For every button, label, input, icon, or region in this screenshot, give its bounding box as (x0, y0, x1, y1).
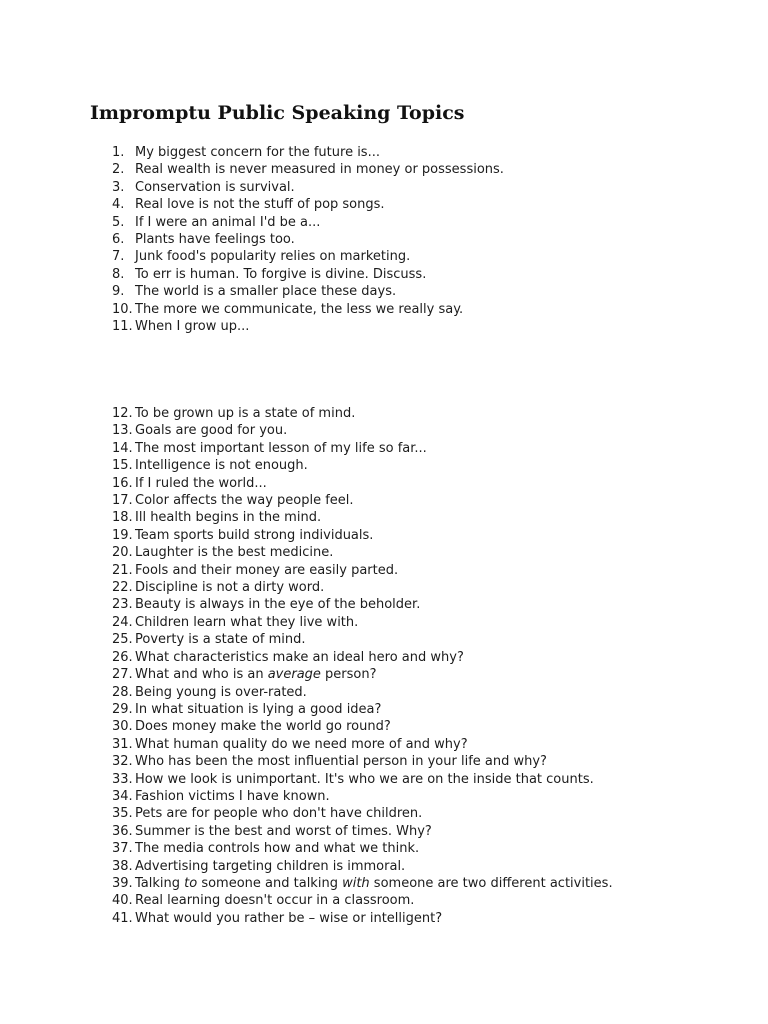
topic-number: 25. (112, 632, 133, 648)
topic-item (112, 771, 613, 788)
topic-number: 35. (112, 806, 133, 822)
topic-text: Being young is over-rated. (135, 684, 307, 700)
topic-text: In what situation is lying a good idea? (135, 701, 382, 717)
topic-item (112, 422, 613, 439)
topic-number: 40. (112, 893, 133, 909)
topic-number: 37. (112, 841, 133, 857)
topic-number: 32. (112, 754, 133, 770)
topic-number: 31. (112, 736, 133, 752)
topic-item (112, 840, 613, 857)
topic-item (112, 701, 613, 718)
topic-item (112, 788, 613, 805)
topic-text: Children learn what they live with. (135, 614, 359, 630)
topic-number: 20. (112, 545, 133, 561)
topic-number: 2. (112, 162, 125, 178)
document-title: Impromptu Public Speaking Topics (90, 102, 465, 124)
topic-text: What would you rather be – wise or intelligent? (135, 910, 443, 926)
topic-item (112, 718, 613, 735)
topic-text: Junk food's popularity relies on marketing. (135, 249, 411, 265)
topic-number: 3. (112, 179, 125, 195)
topic-item (112, 405, 613, 422)
topic-text: If I were an animal I'd be a... (135, 214, 321, 230)
topic-number: 1. (112, 145, 125, 160)
topic-text-emphasis: to (184, 875, 198, 891)
topic-item (112, 196, 504, 213)
topic-item (112, 527, 613, 544)
topic-item (112, 753, 613, 770)
topic-text: Intelligence is not enough. (135, 458, 308, 474)
topic-item (112, 823, 613, 840)
topic-number: 14. (112, 440, 133, 456)
topic-text: Fashion victims I have known. (135, 788, 330, 804)
topic-text: Beauty is always in the eye of the beholder. (135, 597, 421, 613)
topic-item (112, 649, 613, 666)
topic-text-segment: Talking (135, 875, 185, 891)
topic-text: Ill health begins in the mind. (135, 510, 322, 526)
topic-number: 15. (112, 458, 133, 474)
topic-text-segment: person? (320, 667, 377, 683)
topic-item (112, 283, 504, 300)
topic-item (112, 457, 613, 474)
topic-text: Poverty is a state of mind. (135, 632, 306, 648)
topic-text: The most important lesson of my life so far... (135, 440, 427, 456)
topic-text: Goals are good for you. (135, 423, 288, 439)
topic-text: Who has been the most influential person in your life and why? (135, 754, 547, 770)
topic-number: 26. (112, 649, 133, 665)
topic-number: 17. (112, 493, 133, 509)
topic-item (112, 875, 613, 892)
topic-text: The media controls how and what we think. (135, 841, 420, 857)
topic-item (112, 631, 613, 648)
topic-text: The more we communicate, the less we really say. (135, 301, 464, 317)
topic-item (112, 318, 504, 335)
topic-item (112, 910, 613, 927)
topic-text: Real wealth is never measured in money or possessions. (135, 162, 504, 178)
topic-item (112, 805, 613, 822)
topic-number: 23. (112, 597, 133, 613)
topic-number: 19. (112, 527, 133, 543)
topic-number: 8. (112, 266, 125, 282)
topic-text: Real love is not the stuff of pop songs. (135, 197, 385, 213)
topic-number: 39. (112, 875, 133, 891)
topic-text: To err is human. To forgive is divine. Discuss. (135, 266, 427, 282)
topic-number: 41. (112, 910, 133, 926)
topic-item (112, 509, 613, 526)
topic-number: 33. (112, 771, 133, 787)
topic-item (112, 214, 504, 231)
topic-text: Fools and their money are easily parted. (135, 562, 399, 578)
topic-text: Laughter is the best medicine. (135, 545, 334, 561)
topic-text: Discipline is not a dirty word. (135, 580, 325, 596)
topic-list-part-1 (112, 144, 504, 335)
topic-text: Advertising targeting children is immoral. (135, 858, 406, 874)
topic-item (112, 892, 613, 909)
topic-text (135, 875, 613, 892)
topic-item (112, 248, 504, 265)
topic-number: 38. (112, 858, 133, 874)
topic-item (112, 231, 504, 248)
topic-item (112, 666, 613, 683)
topic-text: Team sports build strong individuals. (135, 527, 374, 543)
topic-number: 36. (112, 823, 133, 839)
topic-text: Plants have feelings too. (135, 232, 295, 248)
topic-number: 30. (112, 719, 133, 735)
topic-number: 10. (112, 301, 133, 317)
topic-number: 21. (112, 562, 133, 578)
topic-item (112, 161, 504, 178)
topic-text: Summer is the best and worst of times. Why? (135, 823, 432, 839)
topic-text: Does money make the world go round? (135, 719, 391, 735)
topic-item (112, 579, 613, 596)
topic-text-segment: What and who is an (135, 667, 268, 683)
topic-text: Color affects the way people feel. (135, 493, 354, 509)
topic-text-emphasis: with (342, 875, 370, 891)
topic-number: 34. (112, 788, 133, 804)
topic-item (112, 266, 504, 283)
topic-number: 18. (112, 510, 133, 526)
topic-number: 22. (112, 580, 133, 596)
topic-item (112, 684, 613, 701)
topic-text-emphasis: average (267, 667, 321, 683)
topic-text-segment: someone are two different activities. (369, 875, 613, 891)
topic-number: 16. (112, 475, 133, 491)
topic-number: 12. (112, 406, 133, 421)
topic-item (112, 144, 504, 161)
topic-item (112, 179, 504, 196)
topic-number: 5. (112, 214, 125, 230)
topic-item (112, 492, 613, 509)
topic-text-segment: someone and talking (197, 875, 343, 891)
topic-text: What characteristics make an ideal hero and why? (135, 649, 464, 665)
topic-text: Real learning doesn't occur in a classroom. (135, 893, 415, 909)
topic-text: When I grow up... (135, 319, 250, 335)
topic-item (112, 301, 504, 318)
topic-item (112, 475, 613, 492)
topic-text: What human quality do we need more of and why? (135, 736, 468, 752)
topic-text (135, 666, 377, 683)
topic-text: To be grown up is a state of mind. (135, 406, 356, 421)
topic-number: 24. (112, 614, 133, 630)
topic-text: Pets are for people who don't have children. (135, 806, 423, 822)
topic-item (112, 736, 613, 753)
topic-text: My biggest concern for the future is... (135, 145, 380, 160)
topic-list-part-2 (112, 405, 613, 927)
topic-item (112, 544, 613, 561)
topic-number: 27. (112, 667, 133, 683)
topic-number: 6. (112, 232, 125, 248)
topic-number: 29. (112, 701, 133, 717)
topic-number: 4. (112, 197, 125, 213)
topic-item (112, 614, 613, 631)
topic-number: 13. (112, 423, 133, 439)
topic-number: 11. (112, 319, 133, 335)
topic-item (112, 858, 613, 875)
topic-number: 28. (112, 684, 133, 700)
topic-item (112, 596, 613, 613)
topic-item (112, 440, 613, 457)
topic-item (112, 562, 613, 579)
topic-text: How we look is unimportant. It's who we are on the inside that counts. (135, 771, 594, 787)
topic-text: Conservation is survival. (135, 179, 295, 195)
topic-number: 9. (112, 284, 125, 300)
topic-number: 7. (112, 249, 125, 265)
topic-text: The world is a smaller place these days. (135, 284, 397, 300)
topic-text: If I ruled the world... (135, 475, 267, 491)
